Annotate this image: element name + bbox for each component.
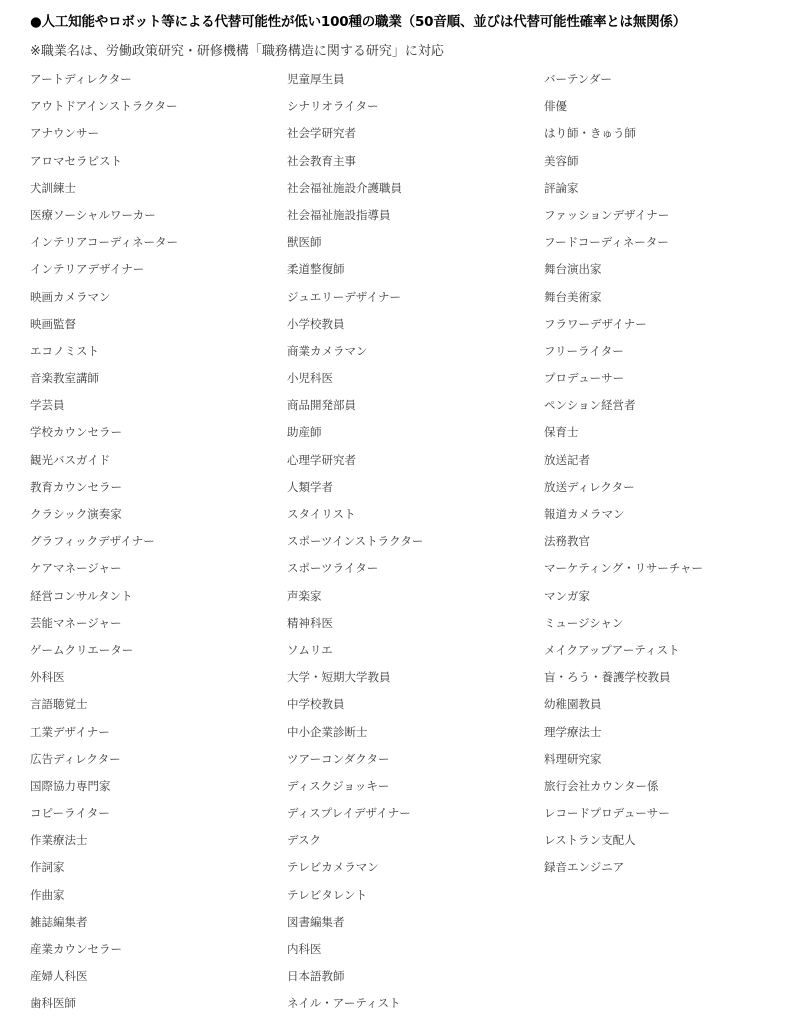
- occupation-item: 教育カウンセラー: [30, 479, 122, 494]
- occupation-item: 放送ディレクター: [544, 479, 635, 494]
- occupation-item: 児童厚生員: [287, 72, 345, 86]
- occupation-item: ケアマネージャー: [30, 561, 122, 576]
- occupation-item: ディスプレイデザイナー: [287, 806, 411, 821]
- occupation-item: アロマセラピスト: [30, 153, 122, 168]
- occupation-item: スポーツインストラクター: [287, 534, 424, 549]
- occupation-item: フリーライター: [544, 343, 624, 358]
- occupation-item: 料理研究家: [544, 751, 602, 766]
- occupation-item: 社会福祉施設介護職員: [287, 180, 402, 195]
- occupation-item: 報道カメラマン: [544, 507, 625, 521]
- source-note: ※職業名は、労働政策研究・研修機構「職務構造に関する研究」に対応: [30, 44, 444, 59]
- occupation-item: はり師・きゅう師: [544, 126, 636, 141]
- occupation-item: インテリアコーディネーター: [30, 235, 179, 250]
- occupation-item: デスク: [287, 833, 322, 848]
- occupation-item: 小児科医: [287, 371, 333, 386]
- occupation-item: 声楽家: [287, 588, 322, 603]
- occupation-item: 国際協力専門家: [30, 778, 111, 793]
- occupation-item: 旅行会社カウンター係: [544, 778, 659, 793]
- occupation-column-2: [287, 66, 423, 1018]
- occupation-item: 精神科医: [287, 615, 333, 630]
- occupation-item: 助産師: [287, 425, 322, 440]
- occupation-item: ディスクジョッキー: [287, 778, 390, 793]
- occupation-item: 芸能マネージャー: [30, 615, 122, 630]
- occupation-item: 商業カメラマン: [287, 343, 368, 358]
- occupation-item: ファッションデザイナー: [544, 207, 670, 222]
- occupation-item: 柔道整復師: [287, 262, 345, 277]
- occupation-item: 中小企業診断士: [287, 724, 368, 739]
- occupation-item: アナウンサー: [30, 126, 99, 141]
- occupation-item: 幼稚園教員: [544, 697, 602, 712]
- occupation-item: 音楽教室講師: [30, 371, 99, 386]
- occupation-item: 工業デザイナー: [30, 724, 110, 739]
- occupation-item: ジュエリーデザイナー: [287, 289, 401, 304]
- occupation-item: レコードプロデューサー: [544, 806, 670, 821]
- occupation-item: ペンション経営者: [544, 398, 636, 413]
- occupation-item: アートディレクター: [30, 72, 132, 86]
- occupation-item: クラシック演奏家: [30, 507, 122, 521]
- occupation-item: 産婦人科医: [30, 969, 88, 984]
- occupation-item: 作業療法士: [30, 833, 88, 848]
- occupation-item: 図書編集者: [287, 914, 345, 929]
- occupation-item: 大学・短期大学教員: [287, 670, 391, 685]
- occupation-item: 舞台演出家: [544, 262, 602, 277]
- occupation-item: レストラン支配人: [544, 833, 636, 848]
- occupation-item: 映画監督: [30, 316, 76, 331]
- occupation-item: 俳優: [544, 99, 567, 114]
- occupation-item: ミュージシャン: [544, 615, 624, 630]
- occupation-item: 内科医: [287, 942, 322, 956]
- occupation-column-3: [544, 66, 703, 882]
- occupation-item: 評論家: [544, 180, 579, 195]
- page-title: ●人工知能やロボット等による代替可能性が低い100種の職業（50音順、並びは代替可能性確率とは無関係）: [30, 14, 687, 30]
- occupation-item: 中学校教員: [287, 697, 345, 712]
- occupation-item: アウトドアインストラクター: [30, 99, 178, 114]
- occupation-item: 外科医: [30, 670, 65, 685]
- occupation-item: 法務教官: [544, 534, 590, 549]
- occupation-item: 作曲家: [30, 887, 65, 902]
- occupation-item: 録音エンジニア: [544, 860, 625, 875]
- occupation-item: ネイル・アーティスト: [287, 996, 401, 1011]
- occupation-item: フラワーデザイナー: [544, 316, 647, 331]
- occupation-item: 心理学研究者: [287, 452, 356, 467]
- occupation-item: 美容師: [544, 153, 579, 168]
- occupation-item: 小学校教員: [287, 316, 345, 331]
- occupation-item: 社会教育主事: [287, 153, 356, 168]
- occupation-item: グラフィックデザイナー: [30, 534, 155, 549]
- occupation-item: 盲・ろう・養護学校教員: [544, 670, 671, 685]
- occupation-item: 社会学研究者: [287, 126, 356, 141]
- occupation-item: 産業カウンセラー: [30, 942, 122, 956]
- occupation-item: コピーライター: [30, 806, 110, 821]
- occupation-item: 人類学者: [287, 479, 333, 494]
- occupation-item: 商品開発部員: [287, 398, 356, 413]
- occupation-item: テレビカメラマン: [287, 860, 379, 875]
- occupation-item: 広告ディレクター: [30, 751, 121, 766]
- occupation-item: 放送記者: [544, 452, 590, 467]
- occupation-item: 舞台美術家: [544, 289, 602, 304]
- occupation-item: インテリアデザイナー: [30, 262, 145, 277]
- occupation-item: 経営コンサルタント: [30, 588, 133, 603]
- occupation-item: フードコーディネーター: [544, 235, 669, 250]
- occupation-item: 雑誌編集者: [30, 914, 88, 929]
- occupation-item: 作詞家: [30, 860, 65, 875]
- occupation-item: 日本語教師: [287, 969, 345, 984]
- occupation-item: プロデューサー: [544, 371, 625, 386]
- occupation-item: 映画カメラマン: [30, 289, 111, 304]
- occupation-item: テレビタレント: [287, 887, 367, 902]
- occupation-item: 社会福祉施設指導員: [287, 207, 391, 222]
- occupation-item: 学校カウンセラー: [30, 425, 122, 440]
- occupation-item: マンガ家: [544, 588, 590, 603]
- occupation-item: 言語聴覚士: [30, 697, 88, 712]
- occupation-column-1: [30, 66, 178, 1018]
- occupation-item: 観光バスガイド: [30, 452, 111, 467]
- occupation-item: 保育士: [544, 425, 579, 440]
- occupation-item: 犬訓練士: [30, 180, 76, 195]
- occupation-item: メイクアップアーティスト: [544, 642, 680, 657]
- occupation-item: スタイリスト: [287, 507, 356, 521]
- occupation-item: エコノミスト: [30, 343, 99, 358]
- occupation-item: 学芸員: [30, 398, 65, 413]
- occupation-item: ソムリエ: [287, 642, 333, 657]
- occupation-item: シナリオライター: [287, 99, 379, 114]
- occupation-item: 歯科医師: [30, 996, 76, 1011]
- occupation-item: バーテンダー: [544, 72, 612, 86]
- occupation-item: 理学療法士: [544, 724, 602, 739]
- occupation-item: ツアーコンダクター: [287, 751, 390, 766]
- occupation-item: 医療ソーシャルワーカー: [30, 207, 156, 222]
- occupation-item: ゲームクリエーター: [30, 642, 134, 657]
- occupation-item: マーケティング・リサーチャー: [544, 561, 704, 576]
- occupation-item: 獣医師: [287, 235, 322, 250]
- occupation-item: スポーツライター: [287, 561, 379, 576]
